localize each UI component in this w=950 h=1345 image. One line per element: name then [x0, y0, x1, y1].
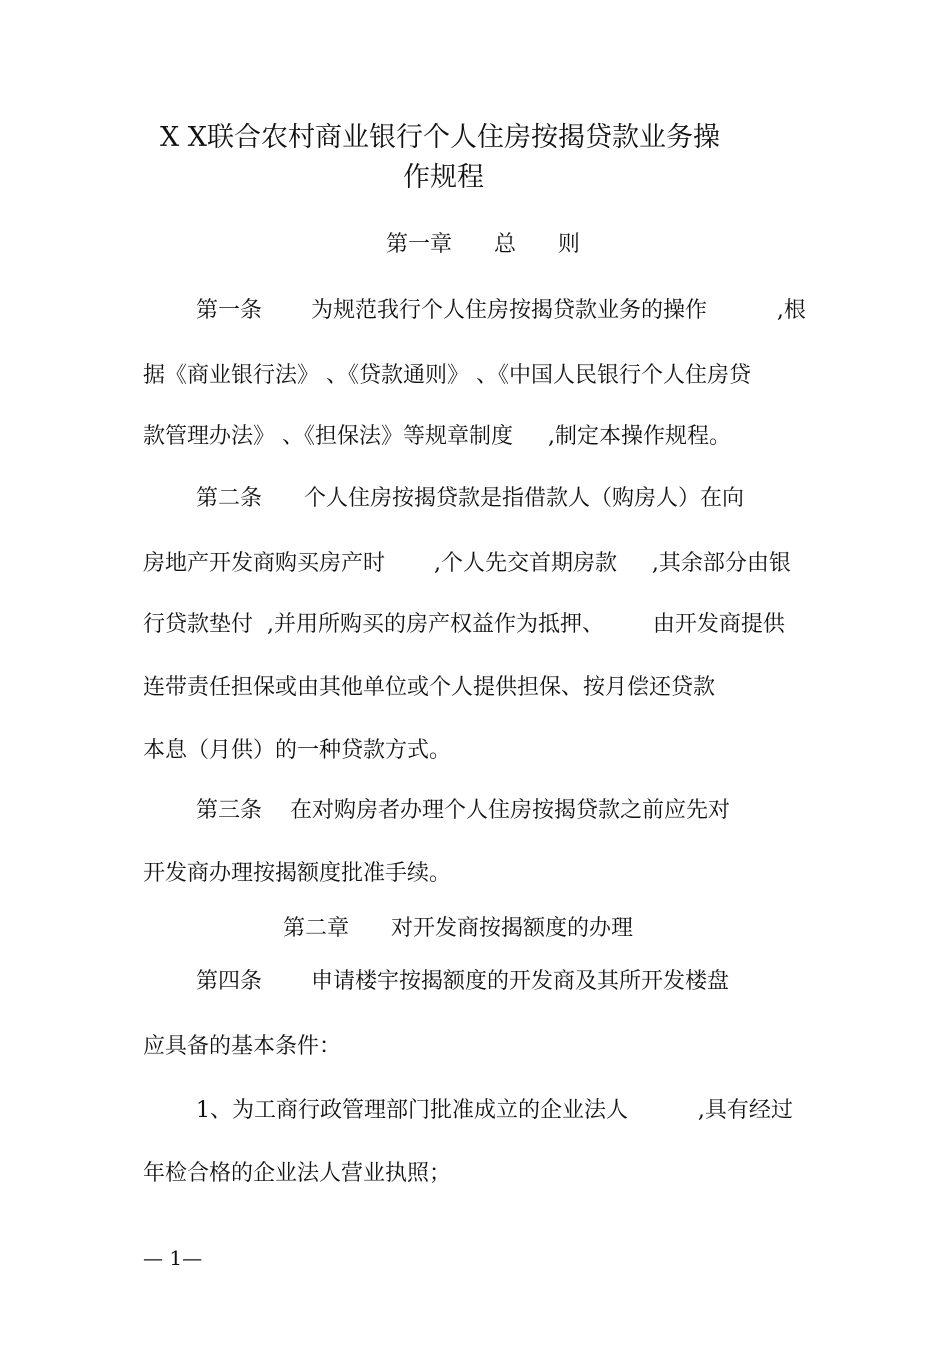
article-4-line-1: 第四条 申请楼宇按揭额度的开发商及其所开发楼盘	[196, 969, 729, 994]
item-1-line-2: 年检合格的企业法人营业执照；	[143, 1161, 452, 1186]
chapter-2-heading: 第二章 对开发商按揭额度的办理	[283, 916, 633, 941]
article-1-line-3: 款管理办法》 、《担保法》等规章制度 ,制定本操作规程。	[143, 424, 731, 449]
document-title-line-1: X X联合农村商业银行个人住房按揭贷款业务操	[160, 122, 721, 153]
item-1-line-1: 1、为工商行政管理部门批准成立的企业法人 ,具有经过	[196, 1098, 793, 1123]
article-3-line-2: 开发商办理按揭额度批准手续。	[143, 861, 452, 886]
article-2-line-5: 本息（月供）的一种贷款方式。	[143, 738, 452, 763]
article-1-line-1: 第一条 为规范我行个人住房按揭贷款业务的操作 ,根	[196, 298, 806, 323]
article-3-line-1: 第三条 在对购房者办理个人住房按揭贷款之前应先对	[196, 798, 730, 823]
chapter-1-heading: 第一章 总 则	[386, 232, 580, 257]
article-4-line-2: 应具备的基本条件：	[143, 1034, 342, 1059]
page-number: — 1—	[143, 1246, 203, 1270]
article-2-line-3: 行贷款垫付 ,并用所购买的房产权益作为抵押、 由开发商提供	[143, 612, 785, 637]
article-2-line-4: 连带责任担保或由其他单位或个人提供担保、按月偿还贷款	[143, 675, 716, 700]
article-1-line-2: 据《商业银行法》 、《贷款通则》 、《中国人民银行个人住房贷	[143, 363, 751, 388]
article-2-line-2: 房地产开发商购买房产时 ,个人先交首期房款 ,其余部分由银	[143, 551, 791, 576]
article-2-line-1: 第二条 个人住房按揭贷款是指借款人（购房人）在向	[196, 486, 744, 511]
document-title-line-2: 作规程	[403, 162, 484, 193]
